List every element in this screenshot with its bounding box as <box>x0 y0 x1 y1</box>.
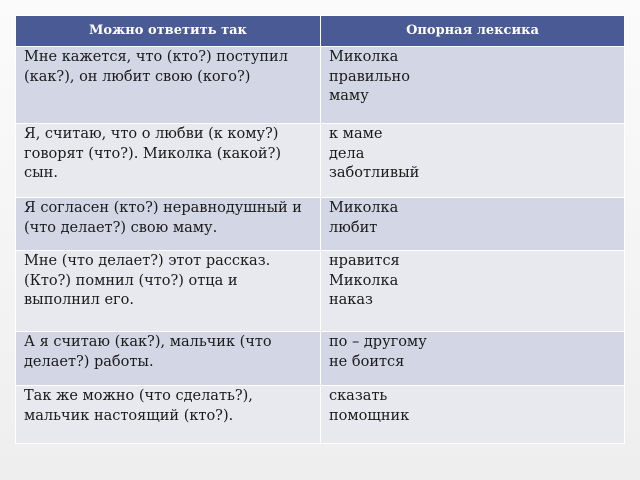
words-cell <box>321 124 625 198</box>
phrase-cell <box>16 251 321 332</box>
vocab-word: Миколка <box>329 49 399 65</box>
vocab-word: правильно <box>329 68 410 85</box>
vocab-word: по – другому <box>329 334 427 350</box>
phrase-cell <box>16 47 321 124</box>
vocab-word: к маме <box>329 126 383 142</box>
table-row <box>16 47 625 124</box>
phrase-text: Мне кажется, что (кто?) поступил (как?), он любит свою (кого?) <box>24 49 288 85</box>
table-row <box>16 198 625 251</box>
words-cell <box>321 198 625 251</box>
words-cell <box>321 47 625 124</box>
vocab-word: любит <box>329 219 378 236</box>
vocab-word: дела <box>329 145 365 162</box>
vocab-word: маму <box>329 88 369 104</box>
table-row <box>16 332 625 386</box>
table-row <box>16 386 625 444</box>
words-cell <box>321 251 625 332</box>
vocab-word: наказ <box>329 292 373 308</box>
vocab-word: помощник <box>329 407 410 424</box>
header-key-vocabulary: Опорная лексика <box>321 16 625 47</box>
table-header-row <box>16 16 625 47</box>
table-row <box>16 124 625 198</box>
phrase-cell <box>16 198 321 251</box>
words-cell <box>321 386 625 444</box>
words-cell <box>321 332 625 386</box>
vocab-word: нравится <box>329 253 400 269</box>
vocab-word: заботливый <box>329 165 420 181</box>
vocab-word: Миколка <box>329 272 399 289</box>
phrase-text: А я считаю (как?), мальчик (что делает?) работы. <box>24 334 272 370</box>
vocab-word: Миколка <box>329 200 399 216</box>
vocab-word: не боится <box>329 353 405 370</box>
table-row <box>16 251 625 332</box>
header-possible-answers: Можно ответить так <box>16 16 321 47</box>
vocabulary-table <box>15 15 625 444</box>
phrase-cell <box>16 386 321 444</box>
phrase-text: Я, считаю, что о любви (к кому?) говорят (что?). Миколка (какой?) сын. <box>24 126 282 181</box>
vocab-word: сказать <box>329 388 388 404</box>
phrase-text: Мне (что делает?) этот рассказ. (Кто?) помнил (что?) отца и выполнил его. <box>24 253 271 308</box>
phrase-text: Так же можно (что сделать?), мальчик настоящий (кто?). <box>24 388 253 424</box>
phrase-text: Я согласен (кто?) неравнодушный и (что делает?) свою маму. <box>24 200 302 236</box>
phrase-cell <box>16 124 321 198</box>
phrase-cell <box>16 332 321 386</box>
